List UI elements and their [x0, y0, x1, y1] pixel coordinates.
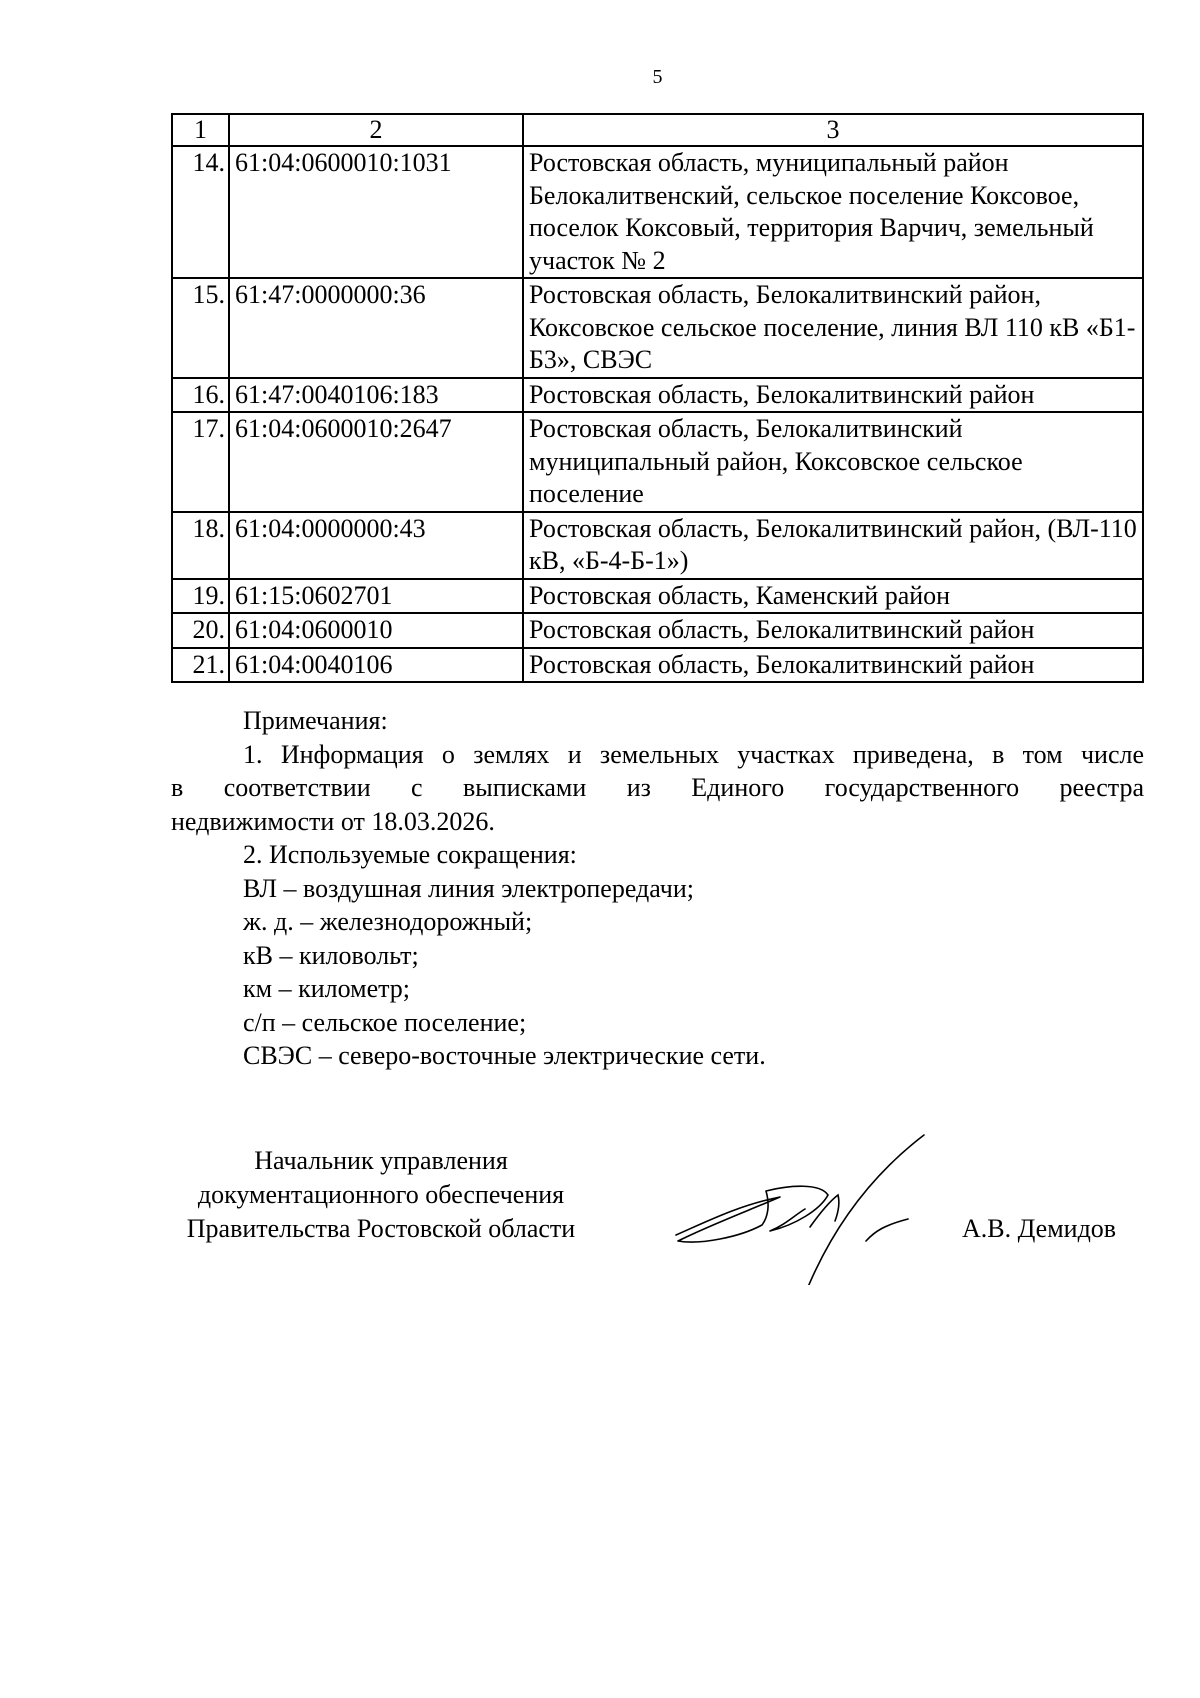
- address: Ростовская область, Белокалитвинский муниципальный район, Коксовское сельское поселение: [523, 412, 1143, 512]
- abbreviation-item: СВЭС – северо-восточные электрические сети.: [243, 1041, 766, 1070]
- address: Ростовская область, Белокалитвинский район, Коксовское сельское поселение, линия ВЛ 110 кВ «Б1-Б3», СВЭС: [523, 278, 1143, 378]
- table-row: [172, 579, 1143, 614]
- row-number: 21.: [172, 648, 229, 683]
- row-number: 20.: [172, 613, 229, 648]
- table-row: [172, 412, 1143, 512]
- note-1-line-1: 1. Информация о землях и земельных участках приведена, в том числе: [243, 739, 1144, 769]
- address: Ростовская область, Белокалитвинский район: [523, 648, 1143, 683]
- signer-name: А.В. Демидов: [962, 1214, 1117, 1243]
- signatory-position: [171, 1144, 591, 1246]
- row-number: 18.: [172, 512, 229, 579]
- position-line-3: Правительства Ростовской области: [186, 1214, 576, 1243]
- abbreviation-item: кВ – киловольт;: [243, 940, 419, 970]
- table-row: [172, 512, 1143, 579]
- header-col-3: 3: [523, 114, 1143, 146]
- note-2: 2. Используемые сокращения:: [243, 840, 577, 869]
- address: Ростовская область, Каменский район: [523, 579, 1143, 614]
- row-number: 16.: [172, 378, 229, 413]
- table-row: [172, 378, 1143, 413]
- row-number: 17.: [172, 412, 229, 512]
- abbreviation-item: с/п – сельское поселение;: [243, 1007, 527, 1037]
- abbreviation-item: км – километр;: [243, 974, 411, 1003]
- address: Ростовская область, Белокалитвинский район: [523, 613, 1143, 648]
- position-line-1: Начальник управления: [254, 1146, 508, 1175]
- cadastral-number: 61:47:0040106:183: [229, 378, 523, 413]
- signature-stroke: [866, 1219, 908, 1241]
- table-row: [172, 648, 1143, 683]
- address: Ростовская область, Белокалитвинский район, (ВЛ-110 кВ, «Б-4-Б-1»): [523, 512, 1143, 579]
- address: Ростовская область, муниципальный район Белокалитвенский, сельское поселение Коксовое, поселок Коксовый, территория Варчич, земельный участок № 2: [523, 146, 1143, 278]
- page-number: 5: [652, 66, 663, 88]
- table-row: [172, 278, 1143, 378]
- notes-title: Примечания:: [243, 706, 388, 735]
- cadastral-number: 61:04:0600010: [229, 613, 523, 648]
- cadastral-number: 61:47:0000000:36: [229, 278, 523, 378]
- cadastral-number: 61:04:0000000:43: [229, 512, 523, 579]
- cadastral-number: 61:04:0600010:1031: [229, 146, 523, 278]
- land-plots-table: [171, 113, 1144, 683]
- abbreviation-item: ж. д. – железнодорожный;: [243, 907, 533, 936]
- cadastral-number: 61:04:0040106: [229, 648, 523, 683]
- header-col-1: 1: [172, 114, 229, 146]
- table-row: [172, 146, 1143, 278]
- address: Ростовская область, Белокалитвинский район: [523, 378, 1143, 413]
- note-1-line-2: в соответствии с выписками из Единого государственного реестра: [171, 773, 1144, 802]
- cadastral-number: 61:04:0600010:2647: [229, 412, 523, 512]
- row-number: 14.: [172, 146, 229, 278]
- signature-stroke: [676, 1186, 828, 1242]
- cadastral-number: 61:15:0602701: [229, 579, 523, 614]
- note-1-line-3: недвижимости от 18.03.2026.: [171, 806, 495, 836]
- table-row: [172, 613, 1143, 648]
- header-col-2: 2: [229, 114, 523, 146]
- notes-section: [171, 704, 1144, 1073]
- signature-stroke: [808, 1135, 924, 1285]
- handwritten-signature: [670, 1125, 930, 1285]
- abbreviation-item: ВЛ – воздушная линия электропередачи;: [243, 873, 694, 903]
- position-line-2: документационного обеспечения: [197, 1180, 565, 1209]
- row-number: 15.: [172, 278, 229, 378]
- table-header-row: [172, 114, 1143, 146]
- row-number: 19.: [172, 579, 229, 614]
